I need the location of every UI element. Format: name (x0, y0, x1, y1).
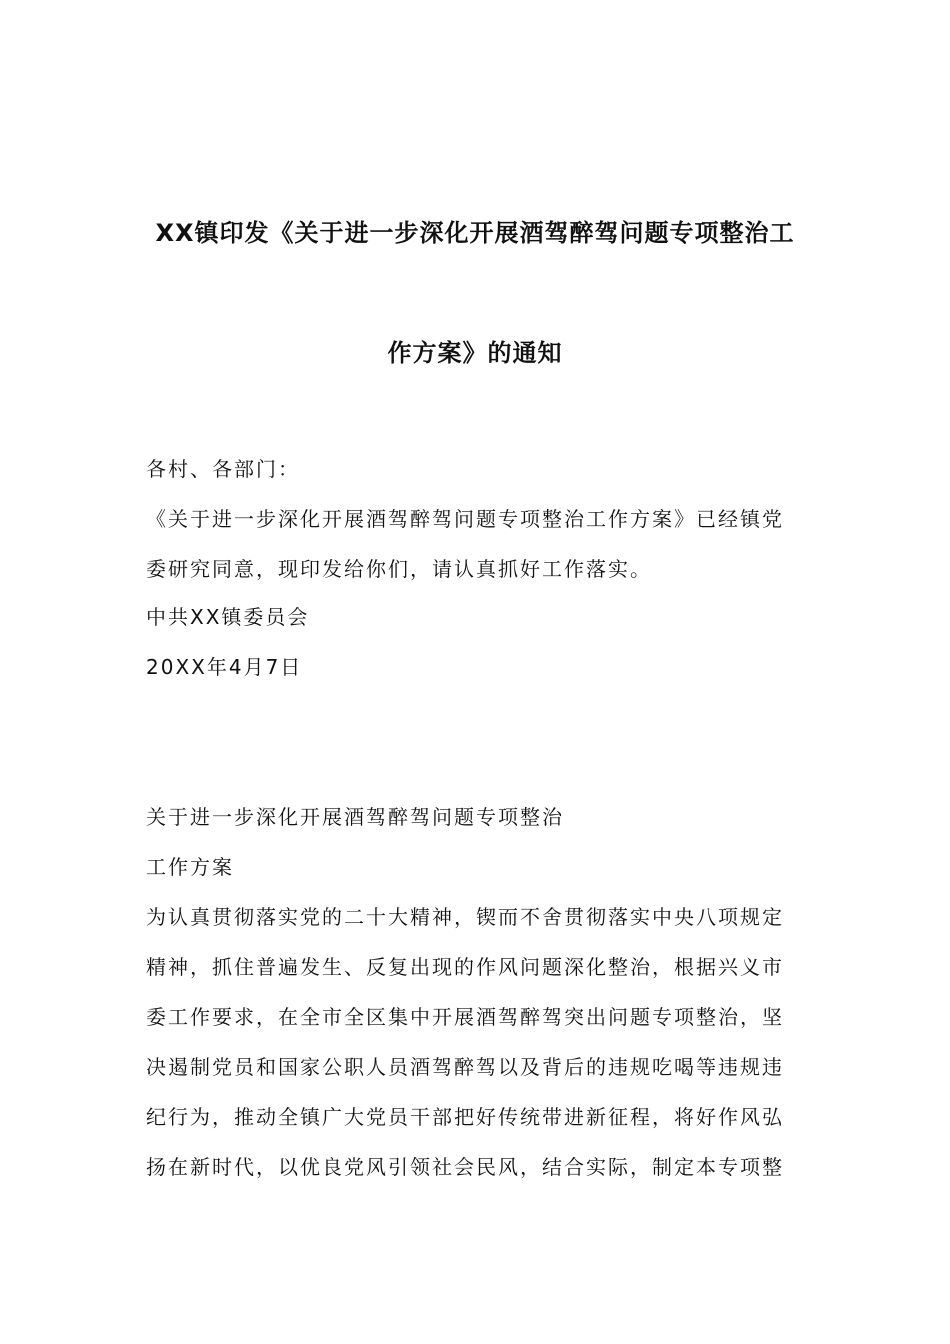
notice-paragraph-line-2: 委研究同意，现印发给你们，请认真抓好工作落实。 (146, 557, 652, 581)
body-line: 为认真贯彻落实党的二十大精神，锲而不舍贯彻落实中央八项规定 (146, 905, 784, 929)
body-line: 决遏制党员和国家公职人员酒驾醉驾以及背后的违规吃喝等违规违 (146, 1055, 784, 1079)
body-line: 扬在新时代，以优良党风引领社会民风，结合实际，制定本专项整 (146, 1155, 784, 1179)
document-title-line-2: 作方案》的通知 (387, 339, 563, 367)
date: 20XX年4月7日 (146, 655, 303, 679)
document-title-line-1: XX镇印发《关于进一步深化开展酒驾醉驾问题专项整治工 (155, 219, 795, 247)
salutation: 各村、各部门： (146, 457, 300, 481)
body-line: 委工作要求，在全市全区集中开展酒驾醉驾突出问题专项整治，坚 (146, 1005, 784, 1029)
plan-title-line-2: 工作方案 (146, 855, 234, 879)
plan-title-line-1: 关于进一步深化开展酒驾醉驾问题专项整治 (146, 805, 564, 829)
body-line: 精神，抓住普遍发生、反复出现的作风问题深化整治，根据兴义市 (146, 955, 784, 979)
body-line: 纪行为，推动全镇广大党员干部把好传统带进新征程，将好作风弘 (146, 1105, 784, 1129)
signature: 中共XX镇委员会 (146, 605, 310, 629)
notice-paragraph-line-1: 《关于进一步深化开展酒驾醉驾问题专项整治工作方案》已经镇党 (146, 507, 784, 531)
